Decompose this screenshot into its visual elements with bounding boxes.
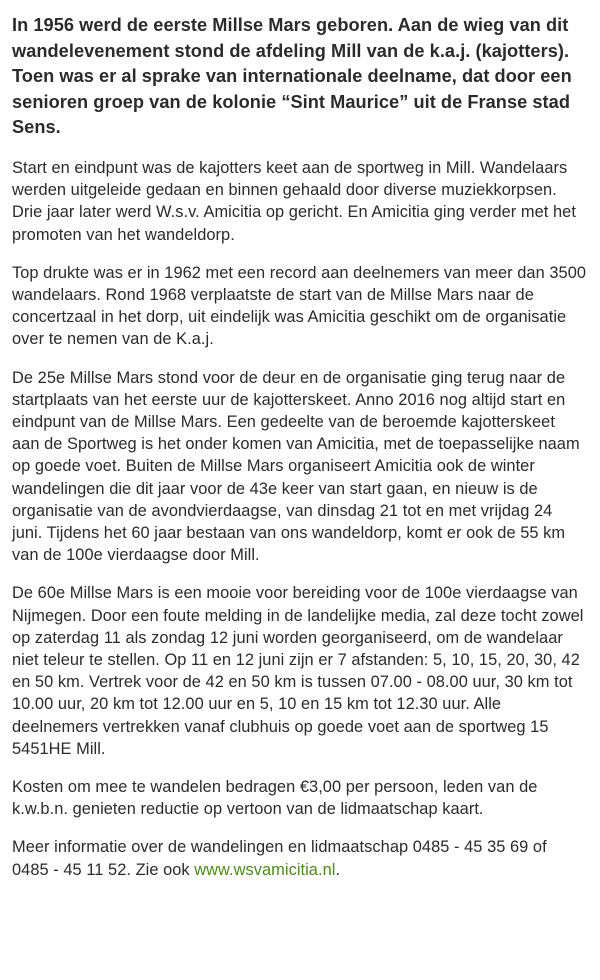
paragraph-contact bbox=[12, 836, 587, 880]
contact-suffix: . bbox=[335, 860, 341, 879]
paragraph-25e-millse-mars: De 25e Millse Mars stond voor de deur en de organisatie ging terug naar de startplaats van het eerste uur de kajotterskeet. Anno 2016 nog altijd start en eindpunt van de Millse Mars. Een gedeelte van de beroemde kajotterskeet aan de Sportweg is het onder komen van Amicitia, met de toepasselijke naam op goede voet. Buiten de Millse Mars organiseert Amicitia ook de winter wandelingen die dit jaar voor de 43e keer van start gaan, en nieuw is de organisatie van de avondvierdaagse, van dinsdag 21 tot en met vrijdag 24 juni. Tijdens het 60 jaar bestaan van ons wandeldorp, komt er ook de 55 km van de 100e vierdaagse door Mill. bbox=[12, 368, 580, 565]
website-link[interactable]: www.wsvamicitia.nl bbox=[194, 860, 336, 879]
contact-text: Meer informatie over de wandelingen en lidmaatschap 0485 - 45 35 69 of 0485 - 45 11 52. Zie ook bbox=[12, 838, 547, 879]
paragraph-start-eindpunt: Start en eindpunt was de kajotters keet aan de sportweg in Mill. Wandelaars werden uitgeleide gedaan en binnen gehaald door diverse muziekkorpsen. Drie jaar later werd W.s.v. Amicitia op gericht. En Amicitia ging verder met het promoten van het wandeldorp. bbox=[12, 158, 576, 244]
paragraph-top-drukte: Top drukte was er in 1962 met een record aan deelnemers van meer dan 3500 wandelaars. Rond 1968 verplaatste de start van de Millse Mars naar de concertzaal in het dorp, uit eindelijk was Amicitia geschikt om de organisatie over te nemen van de K.a.j. bbox=[12, 263, 587, 349]
paragraph-kosten: Kosten om mee te wandelen bedragen €3,00 per persoon, leden van de k.w.b.n. genieten reductie op vertoon van de lidmaatschap kaart. bbox=[12, 778, 538, 819]
paragraph-60e-millse-mars: De 60e Millse Mars is een mooie voor bereiding voor de 100e vierdaagse van Nijmegen. Door een foute melding in de landelijke media, zal deze tocht zowel op zaterdag 11 als zondag 12 juni worden georganiseerd, om de wandelaar niet teleur te stellen. Op 11 en 12 juni zijn er 7 afstanden: 5, 10, 15, 20, 30, 42 en 50 km. Vertrek voor de 42 en 50 km is tussen 07.00 - 08.00 uur, 30 km tot 10.00 uur, 20 km tot 12.00 uur en 5, 10 en 15 km tot 12.30 uur. Alle deelnemers vertrekken vanaf clubhuis op goede voet aan de sportweg 15 5451HE Mill. bbox=[12, 584, 584, 758]
intro-paragraph: In 1956 werd de eerste Millse Mars geboren. Aan de wieg van dit wandelevenement stond de afdeling Mill van de k.a.j. (kajotters). Toen was er al sprake van internationale deelname, dat door een senioren groep van de kolonie “Sint Maurice” uit de Franse stad Sens. bbox=[12, 15, 572, 138]
